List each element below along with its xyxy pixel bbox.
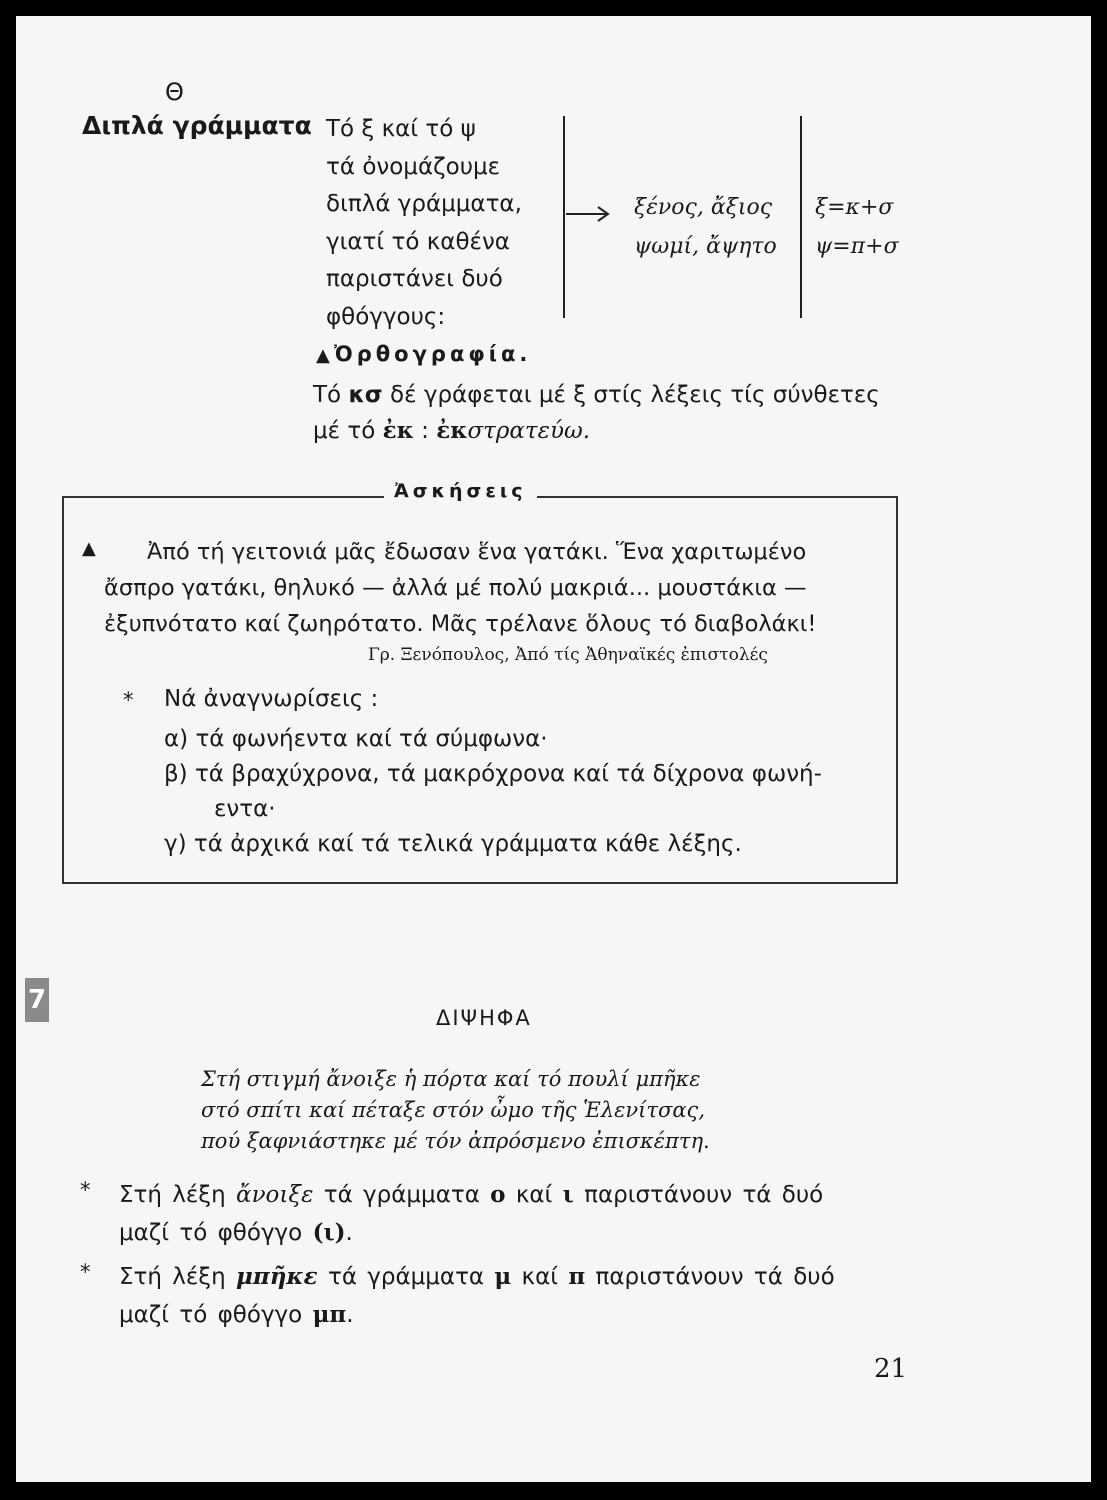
task-item: γ) τά ἀρχικά καί τά τελικά γράμματα κάθε λέξης. [164,831,742,857]
kappa-sigma-bold: κσ [348,382,383,408]
passage-line: ἄσπρο γατάκι, θηλυκό — ἀλλά μέ πολύ μακριά... μουστάκια — [104,575,807,601]
asterisk: * [80,1178,91,1202]
task-intro: Νά ἀναγνωρίσεις : [164,686,379,712]
example-word: ἄνοιξε [236,1182,314,1208]
double-letters-heading: Διπλά γράμματα [82,111,312,140]
orthography-line-1 [313,382,880,408]
divider-line [800,116,802,318]
text: Τό [313,382,349,408]
task-items [164,722,822,862]
ek-bold: ἐκ [382,417,414,444]
text: Στή λέξη [119,1182,237,1208]
text: τά γράμματα [317,1264,495,1290]
exercise-passage [104,534,816,642]
book-page [16,16,1091,1482]
chapter-tab: 7 [25,978,49,1022]
text: παριστάνουν τά δυό [573,1182,824,1208]
desc-line: Τό ξ καί τό ψ [326,116,476,142]
desc-line: παριστάνει δυό [326,266,503,292]
task-item: εντα· [214,796,276,822]
note-line [119,1258,835,1296]
example-word: στρατεύω. [467,418,591,444]
phoneme-bold: (ι) [312,1219,346,1246]
letter-bold: π [568,1263,586,1290]
example-xi: ξένος, ἄξιος [634,195,773,220]
text: τά γράμματα [313,1182,491,1208]
formula-psi: ψ=π+σ [815,234,899,259]
example-psi: ψωμί, ἄψητο [634,234,777,259]
text: μαζί τό φθόγγο [119,1302,313,1328]
asterisk: * [123,688,134,712]
note-line [119,1214,823,1252]
orthography-title: Ὀρθογραφία. [334,342,532,366]
formula-xi: ξ=κ+σ [815,195,894,220]
double-letters-examples [634,188,777,266]
text: παριστάνουν τά δυό [585,1264,835,1290]
double-letters-description [326,111,522,336]
text: μαζί τό φθόγγο [119,1220,313,1246]
asterisk: * [80,1260,91,1284]
divider-line [563,116,565,318]
phoneme-bold: μπ [312,1301,347,1328]
double-letters-formulas [815,188,899,266]
ek-bold: ἐκ [436,417,468,444]
triangle-icon: ▲ [316,345,330,366]
letter-bold: μ [494,1263,512,1290]
text: καί [505,1182,563,1208]
passage-line: στό σπίτι καί πέταξε στόν ὦμο τῆς Ἑλενίτσας, [201,1098,705,1122]
task-item: β) τά βραχύχρονα, τά μακρόχρονα καί τά δίχρονα φωνή- [164,761,822,787]
example-word: μπῆκε [236,1263,318,1290]
note-line [119,1296,835,1334]
desc-line: τά ὀνομάζουμε [326,153,501,180]
text: . [346,1302,354,1328]
orthography-line-2 [313,417,590,444]
theta-symbol: Θ [165,78,184,106]
text: Στή λέξη [119,1264,237,1290]
note-line [119,1176,823,1214]
passage-line: πού ξαφνιάστηκε μέ τόν ἀπρόσμενο ἐπισκέπτη. [201,1129,710,1153]
passage-line: Στή στιγμή ἄνοιξε ἡ πόρτα καί τό πουλί μπῆκε [201,1067,701,1091]
passage-line: Ἀπό τή γειτονιά μᾶς ἔδωσαν ἕνα γατάκι. Ἕνα χαριτωμένο [147,539,807,565]
text: καί [511,1264,569,1290]
text: . [345,1220,353,1246]
page-number: 21 [874,1354,908,1384]
desc-line: φθόγγους: [326,303,446,330]
letter-bold: ο [490,1181,506,1208]
text: μέ τό [313,418,383,444]
digraphs-passage [201,1064,710,1157]
digraphs-title: ΔΙΨΗΦΑ [436,1006,532,1030]
triangle-icon: ▲ [82,538,96,559]
passage-citation: Γρ. Ξενόπουλος, Ἀπό τίς Ἀθηναϊκές ἐπιστολές [368,645,768,665]
arrow-icon [566,204,612,224]
letter-bold: ι [562,1181,574,1208]
text: : [413,418,437,444]
digraph-note-1 [119,1176,823,1252]
passage-line: ἐξυπνότατο καί ζωηρότατο. Μᾶς τρέλανε ὅλους τό διαβολάκι! [104,611,817,637]
text: δέ γράφεται μέ ξ στίς λέξεις τίς σύνθετες [382,382,880,408]
desc-line: διπλά γράμματα, [326,191,522,217]
digraph-note-2 [119,1258,835,1334]
exercises-title: Ἀσκήσεις [384,480,537,502]
task-item: α) τά φωνήεντα καί τά σύμφωνα· [164,726,548,752]
desc-line: γιατί τό καθένα [326,228,510,255]
